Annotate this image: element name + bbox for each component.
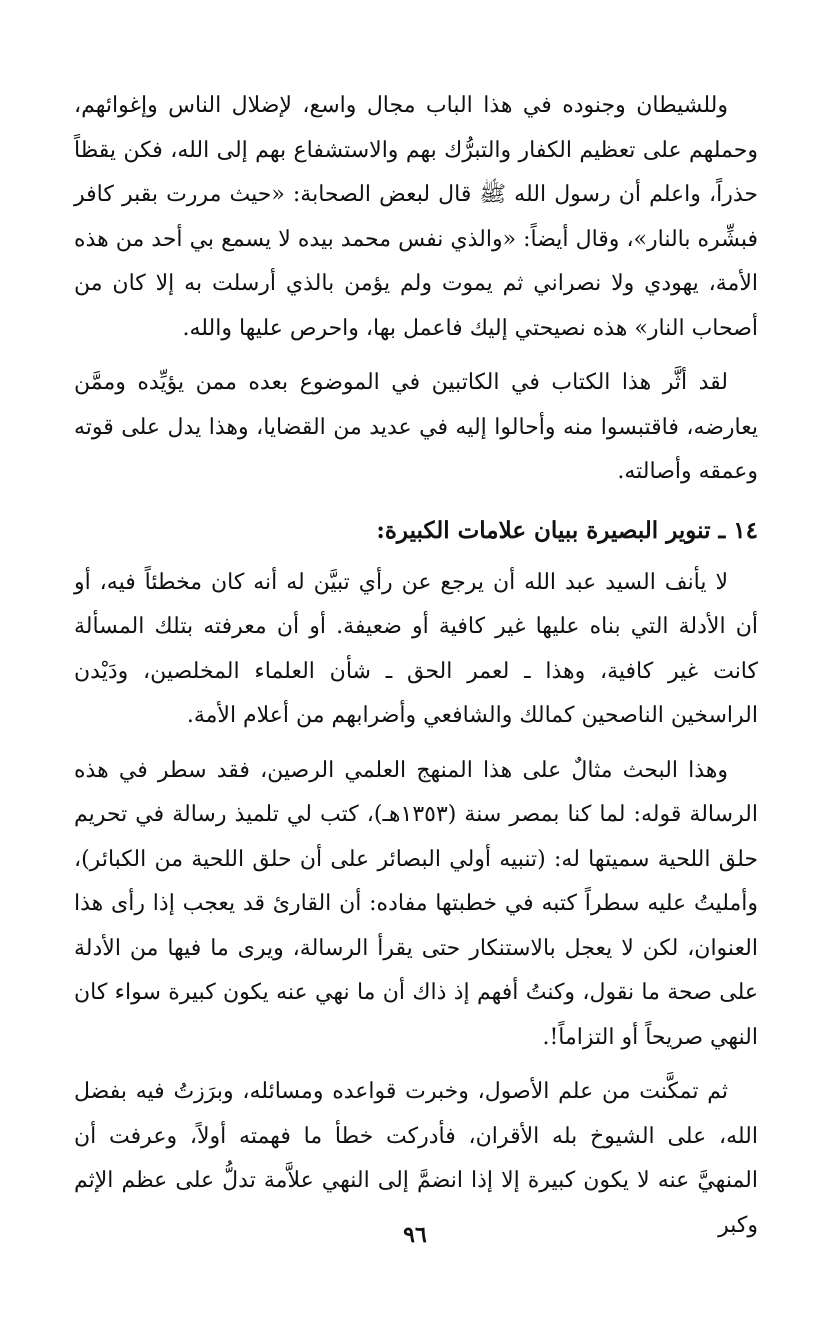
page-number: ٩٦ bbox=[403, 1222, 427, 1248]
section-heading: ١٤ ـ تنوير البصيرة ببيان علامات الكبيرة: bbox=[376, 516, 758, 544]
page-body bbox=[74, 84, 758, 1258]
paragraph-usul-mastery: ثم تمكَّنت من علم الأصول، وخبرت قواعده ومسائله، وبرَزتُ فيه بفضل الله، على الشيوخ بله الأقران، فأدركت خطأ ما فهمته أولاً، وعرفت أن المنهيَّ عنه لا يكون كبيرة إلا إذا انضمَّ إلى النهي علاَّمة تدلُّ على عظم الإثم وكبر bbox=[74, 1079, 758, 1238]
paragraph-research-example: وهذا البحث مثالٌ على هذا المنهج العلمي الرصين، فقد سطر في هذه الرسالة قوله: لما كنا بمصر سنة (١٣٥٣هـ)، كتب لي تلميذ رسالة في تحريم حلق اللحية سميتها له: (تنبيه أولي البصائر على أن حلق اللحية من الكبائر)، وأمليتُ عليه سطراً كتبه في خطبتها مفاده: أن القارئ قد يعجب إذا رأى هذا العنوان، لكن لا يعجل بالاستنكار حتى يقرأ الرسالة، ويرى ما فيها من الأدلة على صحة ما نقول، وكنتُ أفهم إذ ذاك أن ما نهي عنه يكون كبيرة سواء كان النهي صريحاً أو التزاماً!. bbox=[74, 757, 758, 1050]
paragraph-retraction: لا يأنف السيد عبد الله أن يرجع عن رأي تبيَّن له أنه كان مخطئاً فيه، أو أن الأدلة التي بناه عليها غير كافية أو ضعيفة. أو أن معرفته بتلك المسألة كانت غير كافية، وهذا ـ لعمر الحق ـ شأن العلماء المخلصين، ودَيْدن الراسخين الناصحين كمالك والشافعي وأضرابهم من أعلام الأمة. bbox=[74, 569, 758, 728]
paragraph-satan-warning: وللشيطان وجنوده في هذا الباب مجال واسع، لإضلال الناس وإغوائهم، وحملهم على تعظيم الكفار والتبرُّك بهم والاستشفاع بهم إلى الله، فكن يقظاً حذراً، واعلم أن رسول الله ﷺ قال لبعض الصحابة: «حيث مررت بقبر كافر فبشِّره بالنار»، وقال أيضاً: «والذي نفس محمد بيده لا يسمع بي أحد من هذه الأمة، يهودي ولا نصراني ثم يموت ولم يؤمن بالذي أرسلت به إلا كان من أصحاب النار» هذه نصيحتي إليك فاعمل بها، واحرص عليها والله. bbox=[74, 93, 758, 341]
paragraph-book-influence: لقد أثَّر هذا الكتاب في الكاتبين في الموضوع بعده ممن يؤيِّده وممَّن يعارضه، فاقتبسوا منه وأحالوا إليه في عديد من القضايا، وهذا يدل على قوته وعمقه وأصالته. bbox=[74, 370, 758, 484]
